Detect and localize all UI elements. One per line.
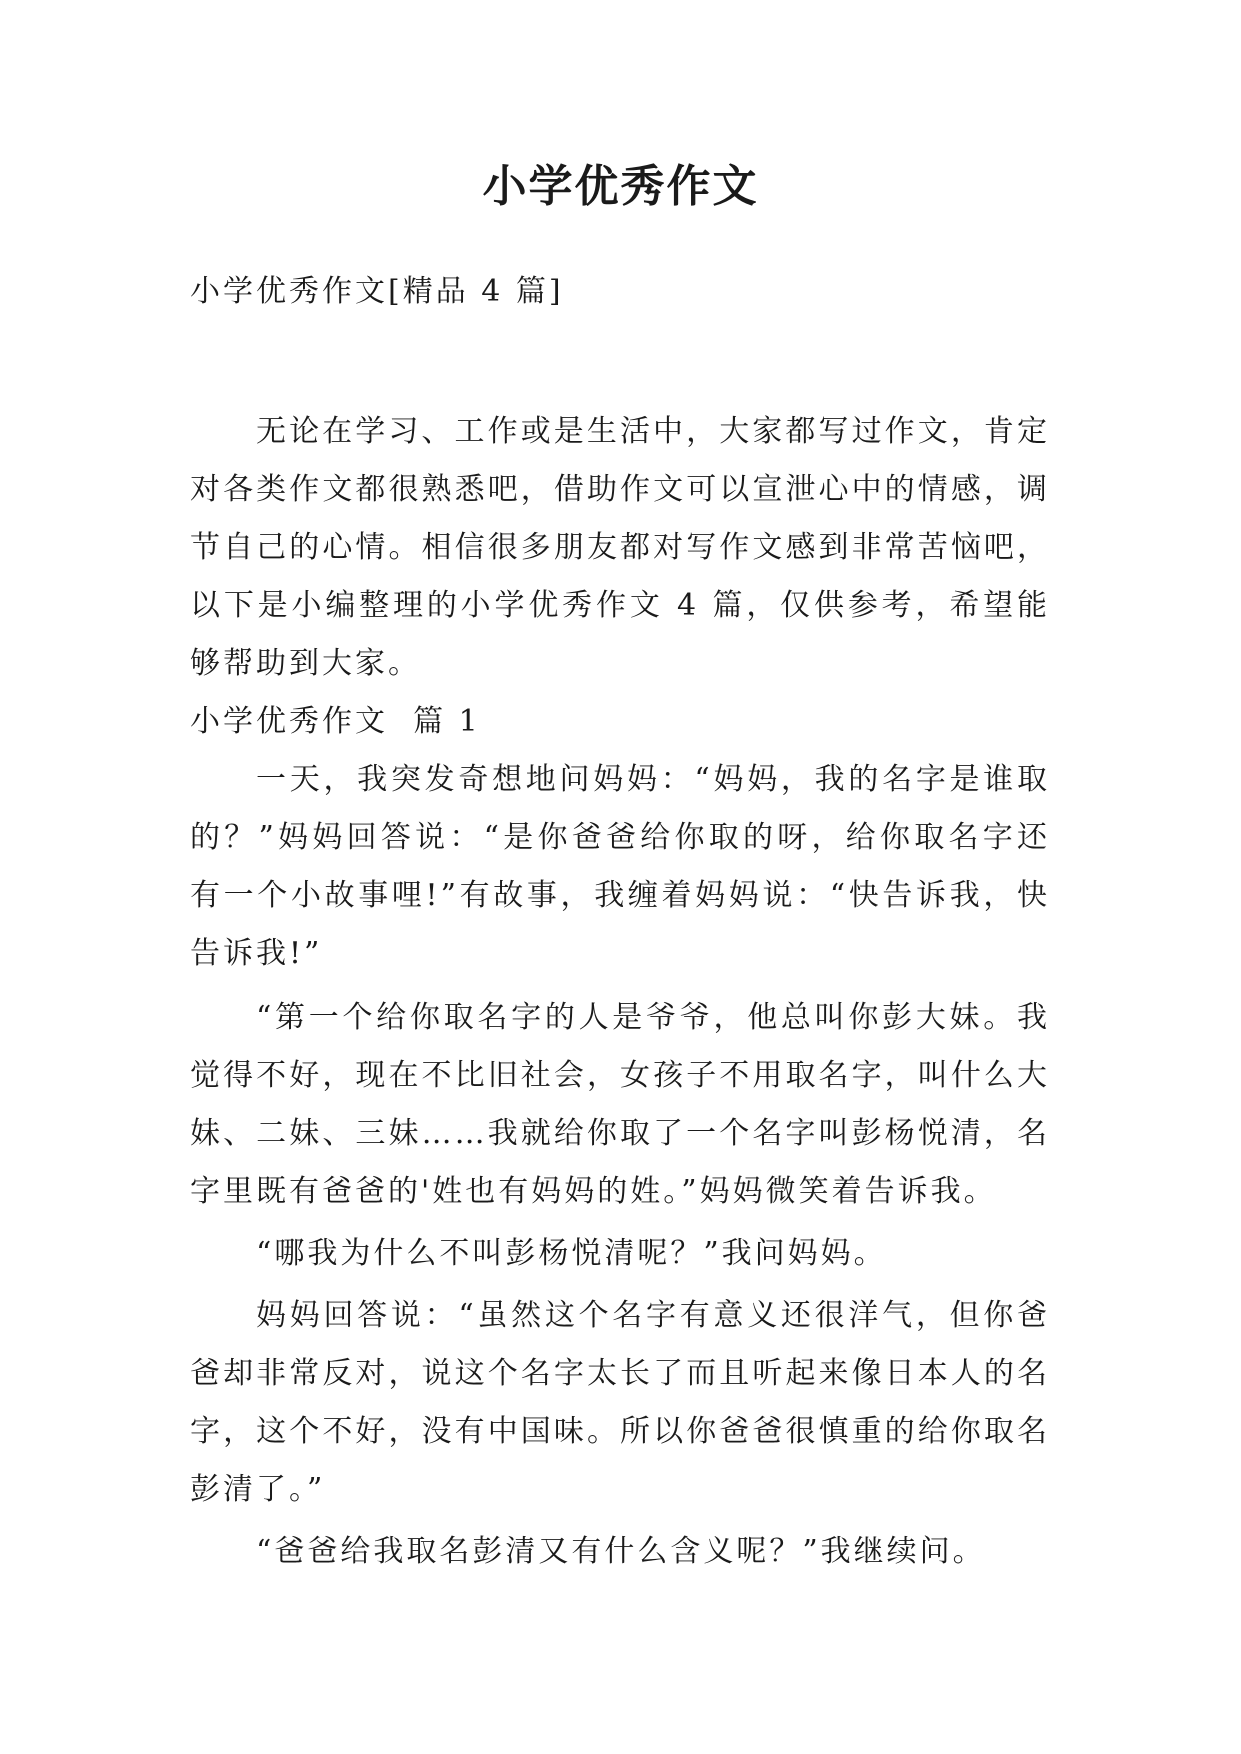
document-title: 小学优秀作文 bbox=[482, 161, 759, 212]
body-paragraph: “哪我为什么不叫彭杨悦清呢？”我问妈妈。 bbox=[256, 1236, 887, 1271]
body-paragraph: 妈妈回答说：“虽然这个名字有意义还很洋气，但你爸爸却非常反对，说这个名字太长了而且听起来像日本人的名字，这个不好，没有中国味。所以你爸爸很慎重的给你取名彭清了。” bbox=[190, 1298, 1050, 1507]
section-heading: 小学优秀作文 篇 1 bbox=[190, 704, 481, 739]
document-subtitle: 小学优秀作文[精品 4 篇] bbox=[190, 274, 564, 309]
body-paragraph: “爸爸给我取名彭清又有什么含义呢？”我继续问。 bbox=[256, 1534, 986, 1569]
document-body bbox=[190, 403, 1050, 1581]
body-paragraph: “第一个给你取名字的人是爷爷，他总叫你彭大妹。我觉得不好，现在不比旧社会，女孩子不用取名字，叫什么大妹、二妹、三妹……我就给你取了一个名字叫彭杨悦清，名字里既有爸爸的'姓也有妈妈的姓。”妈妈微笑着告诉我。 bbox=[190, 1000, 1050, 1209]
body-paragraph: 一天，我突发奇想地问妈妈：“妈妈，我的名字是谁取的？”妈妈回答说：“是你爸爸给你取的呀，给你取名字还有一个小故事哩!”有故事，我缠着妈妈说：“快告诉我，快告诉我!” bbox=[190, 762, 1050, 971]
intro-paragraph: 无论在学习、工作或是生活中，大家都写过作文，肯定对各类作文都很熟悉吧，借助作文可以宣泄心中的情感，调节自己的心情。相信很多朋友都对写作文感到非常苦恼吧，以下是小编整理的小学优秀作文 4 篇，仅供参考，希望能够帮助到大家。 bbox=[190, 414, 1050, 681]
